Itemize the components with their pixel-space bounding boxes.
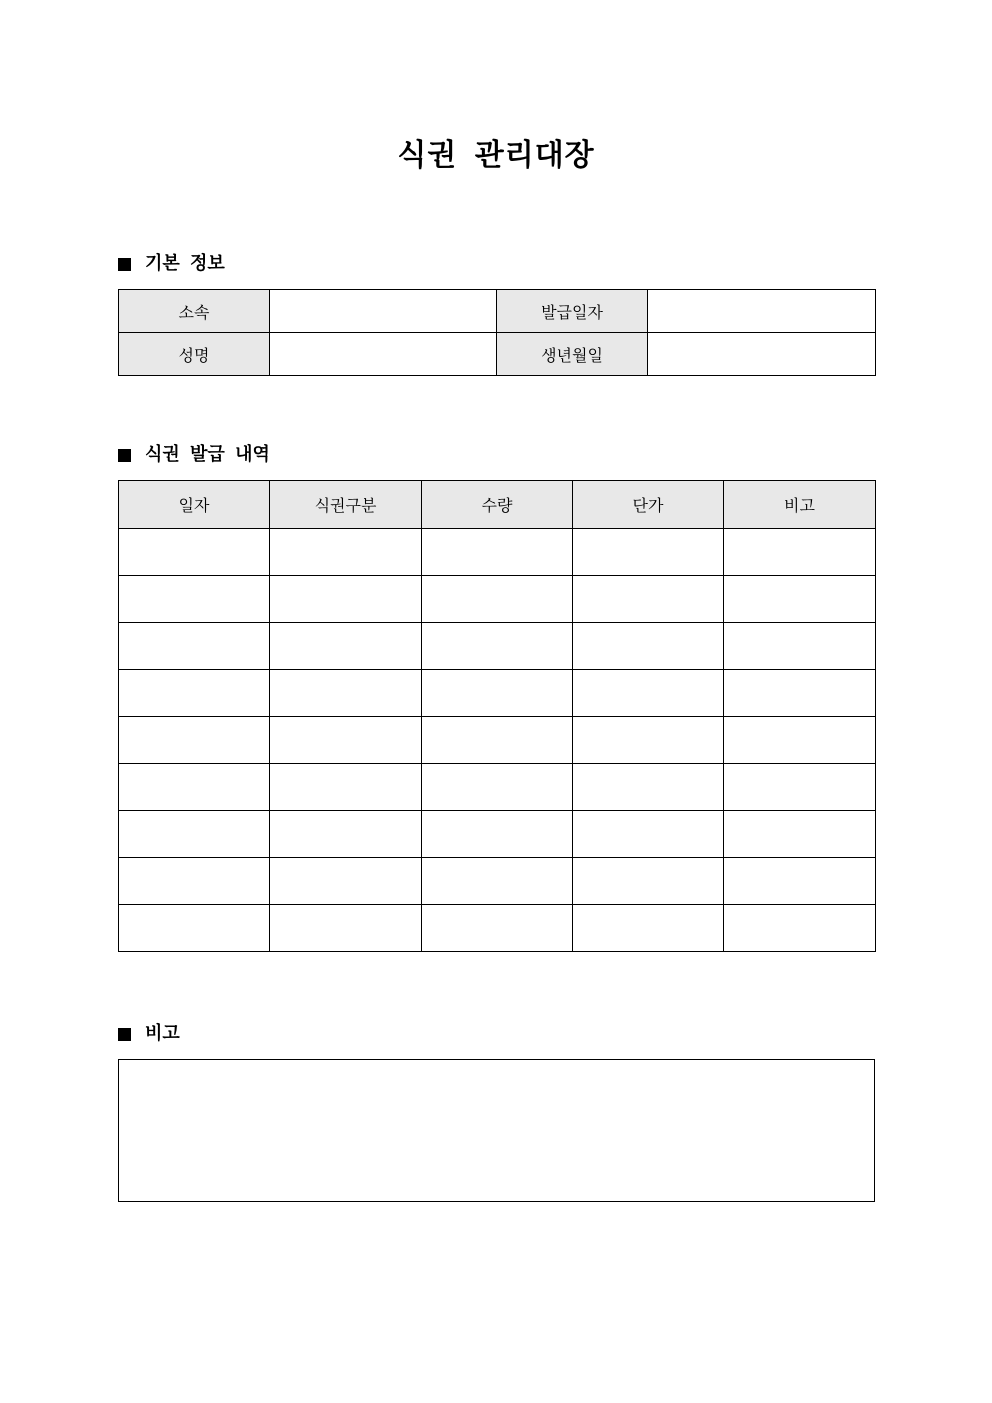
column-header: 수량	[422, 481, 573, 529]
table-cell[interactable]	[270, 576, 422, 623]
table-cell[interactable]	[119, 623, 270, 670]
info-label: 소속	[119, 290, 270, 333]
table-row	[119, 811, 876, 858]
table-cell[interactable]	[422, 858, 573, 905]
table-cell[interactable]	[119, 717, 270, 764]
table-cell[interactable]	[119, 670, 270, 717]
table-cell[interactable]	[422, 670, 573, 717]
table-cell[interactable]	[270, 764, 422, 811]
table-cell[interactable]	[422, 764, 573, 811]
table-cell[interactable]	[573, 717, 724, 764]
table-cell[interactable]	[422, 811, 573, 858]
table-cell[interactable]	[724, 811, 876, 858]
table-row	[119, 670, 876, 717]
column-header: 일자	[119, 481, 270, 529]
table-row	[119, 623, 876, 670]
table-cell[interactable]	[573, 623, 724, 670]
table-cell[interactable]	[573, 670, 724, 717]
table-cell[interactable]	[724, 623, 876, 670]
table-cell[interactable]	[119, 764, 270, 811]
table-cell[interactable]	[270, 623, 422, 670]
square-bullet-icon	[118, 258, 131, 271]
table-cell[interactable]	[270, 717, 422, 764]
table-cell[interactable]	[119, 858, 270, 905]
table-cell[interactable]	[573, 858, 724, 905]
remarks-field[interactable]	[118, 1059, 875, 1202]
info-value-field[interactable]	[648, 333, 876, 376]
remarks-heading-text: 비고	[145, 1023, 180, 1044]
table-cell[interactable]	[119, 529, 270, 576]
info-value-field[interactable]	[270, 290, 497, 333]
table-cell[interactable]	[573, 764, 724, 811]
table-cell[interactable]	[119, 811, 270, 858]
table-cell[interactable]	[573, 811, 724, 858]
table-cell[interactable]	[270, 529, 422, 576]
table-cell[interactable]	[422, 529, 573, 576]
table-cell[interactable]	[724, 858, 876, 905]
table-cell[interactable]	[422, 905, 573, 952]
square-bullet-icon	[118, 449, 131, 462]
table-header-row	[119, 481, 876, 529]
info-label: 성명	[119, 333, 270, 376]
info-label: 생년월일	[497, 333, 648, 376]
table-cell[interactable]	[724, 670, 876, 717]
remarks-heading	[118, 1022, 180, 1046]
table-cell[interactable]	[422, 576, 573, 623]
table-row	[119, 858, 876, 905]
table-cell[interactable]	[724, 717, 876, 764]
table-cell[interactable]	[573, 576, 724, 623]
table-cell[interactable]	[270, 858, 422, 905]
column-header: 단가	[573, 481, 724, 529]
basic-info-heading	[118, 252, 225, 276]
table-row	[119, 764, 876, 811]
table-row	[119, 717, 876, 764]
table-cell[interactable]	[724, 905, 876, 952]
info-row	[119, 333, 876, 376]
info-value-field[interactable]	[270, 333, 497, 376]
table-row	[119, 905, 876, 952]
table-cell[interactable]	[724, 764, 876, 811]
document-title: 식권 관리대장	[397, 138, 595, 173]
basic-info-heading-text: 기본 정보	[145, 253, 225, 274]
table-cell[interactable]	[119, 905, 270, 952]
table-cell[interactable]	[119, 576, 270, 623]
info-label: 발급일자	[497, 290, 648, 333]
table-cell[interactable]	[422, 717, 573, 764]
issue-history-heading	[118, 443, 270, 467]
table-cell[interactable]	[270, 905, 422, 952]
table-cell[interactable]	[724, 576, 876, 623]
table-cell[interactable]	[573, 529, 724, 576]
table-cell[interactable]	[724, 529, 876, 576]
basic-info-table	[118, 289, 876, 376]
table-row	[119, 529, 876, 576]
table-cell[interactable]	[270, 811, 422, 858]
info-row	[119, 290, 876, 333]
table-cell[interactable]	[422, 623, 573, 670]
issue-history-table	[118, 480, 876, 952]
table-cell[interactable]	[270, 670, 422, 717]
table-row	[119, 576, 876, 623]
table-cell[interactable]	[573, 905, 724, 952]
square-bullet-icon	[118, 1028, 131, 1041]
column-header: 비고	[724, 481, 876, 529]
info-value-field[interactable]	[648, 290, 876, 333]
column-header: 식권구분	[270, 481, 422, 529]
issue-history-heading-text: 식권 발급 내역	[145, 444, 270, 465]
